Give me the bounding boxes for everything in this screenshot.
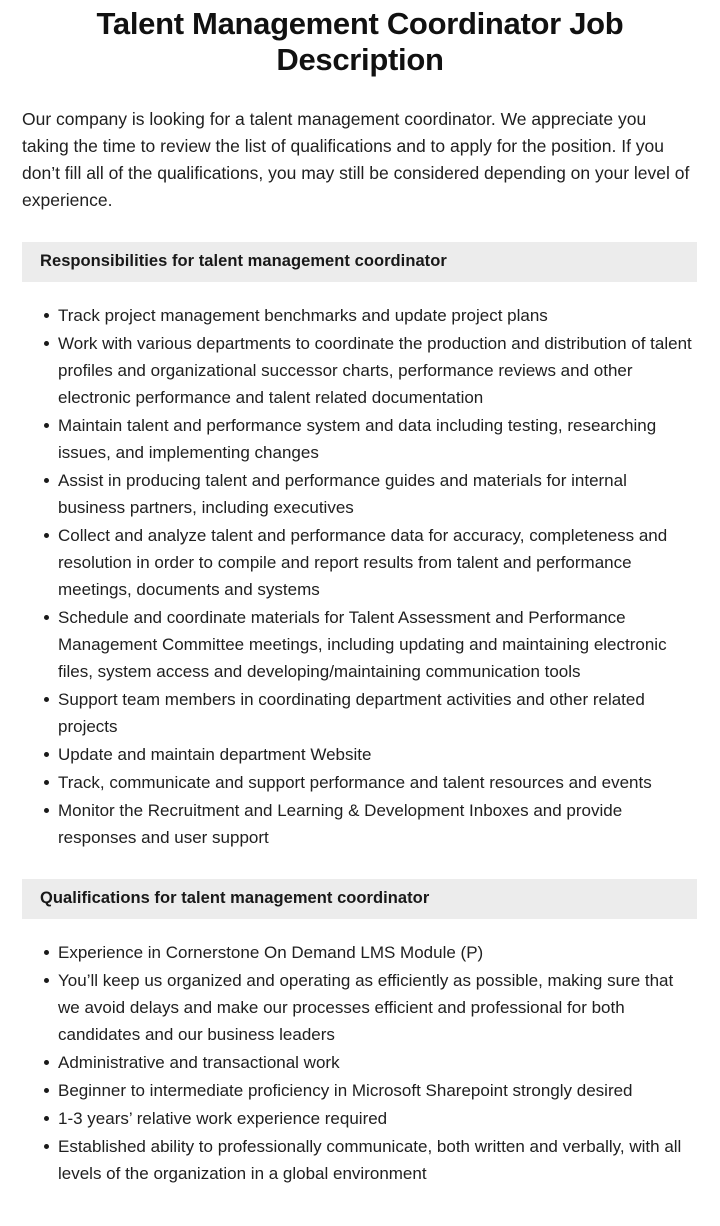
list-item: Administrative and transactional work	[22, 1049, 692, 1076]
section-heading-responsibilities: Responsibilities for talent management coordinator	[22, 242, 697, 282]
list-item: Monitor the Recruitment and Learning & Development Inboxes and provide responses and user support	[22, 797, 692, 851]
intro-paragraph: Our company is looking for a talent management coordinator. We appreciate you taking the time to review the list of qualifications and to apply for the position. If you don’t fill all of the qualifications, you may still be considered depending on your level of experience.	[22, 108, 690, 210]
list-item: 1-3 years’ relative work experience required	[22, 1105, 692, 1132]
list-item: You’ll keep us organized and operating as efficiently as possible, making sure that we avoid delays and make our processes efficient and professional for both candidates and our business leaders	[22, 967, 692, 1048]
qualifications-list	[0, 919, 720, 1187]
list-item: Collect and analyze talent and performance data for accuracy, completeness and resolution in order to compile and report results from talent and performance meetings, documents and systems	[22, 522, 692, 603]
list-item: Beginner to intermediate proficiency in Microsoft Sharepoint strongly desired	[22, 1077, 692, 1104]
list-item: Track project management benchmarks and update project plans	[22, 302, 692, 329]
list-item: Work with various departments to coordinate the production and distribution of talent profiles and organizational successor charts, performance reviews and other electronic performance and talent related documentation	[22, 330, 692, 411]
list-item: Maintain talent and performance system and data including testing, researching issues, and implementing changes	[22, 412, 692, 466]
page-title: Talent Management Coordinator Job Description	[96, 6, 624, 77]
list-item: Update and maintain department Website	[22, 741, 692, 768]
section-heading-qualifications: Qualifications for talent management coordinator	[22, 879, 697, 919]
list-item: Track, communicate and support performance and talent resources and events	[22, 769, 692, 796]
section-responsibilities	[0, 242, 720, 851]
list-item: Established ability to professionally communicate, both written and verbally, with all levels of the organization in a global environment	[22, 1133, 692, 1187]
bottom-spacer	[0, 1188, 720, 1224]
list-item: Assist in producing talent and performance guides and materials for internal business partners, including executives	[22, 467, 692, 521]
section-qualifications	[0, 879, 720, 1187]
list-item: Experience in Cornerstone On Demand LMS Module (P)	[22, 939, 692, 966]
responsibilities-list	[0, 282, 720, 851]
list-item: Support team members in coordinating department activities and other related projects	[22, 686, 692, 740]
list-item: Schedule and coordinate materials for Talent Assessment and Performance Management Committee meetings, including updating and maintaining electronic files, system access and developing/maintaining communication tools	[22, 604, 692, 685]
